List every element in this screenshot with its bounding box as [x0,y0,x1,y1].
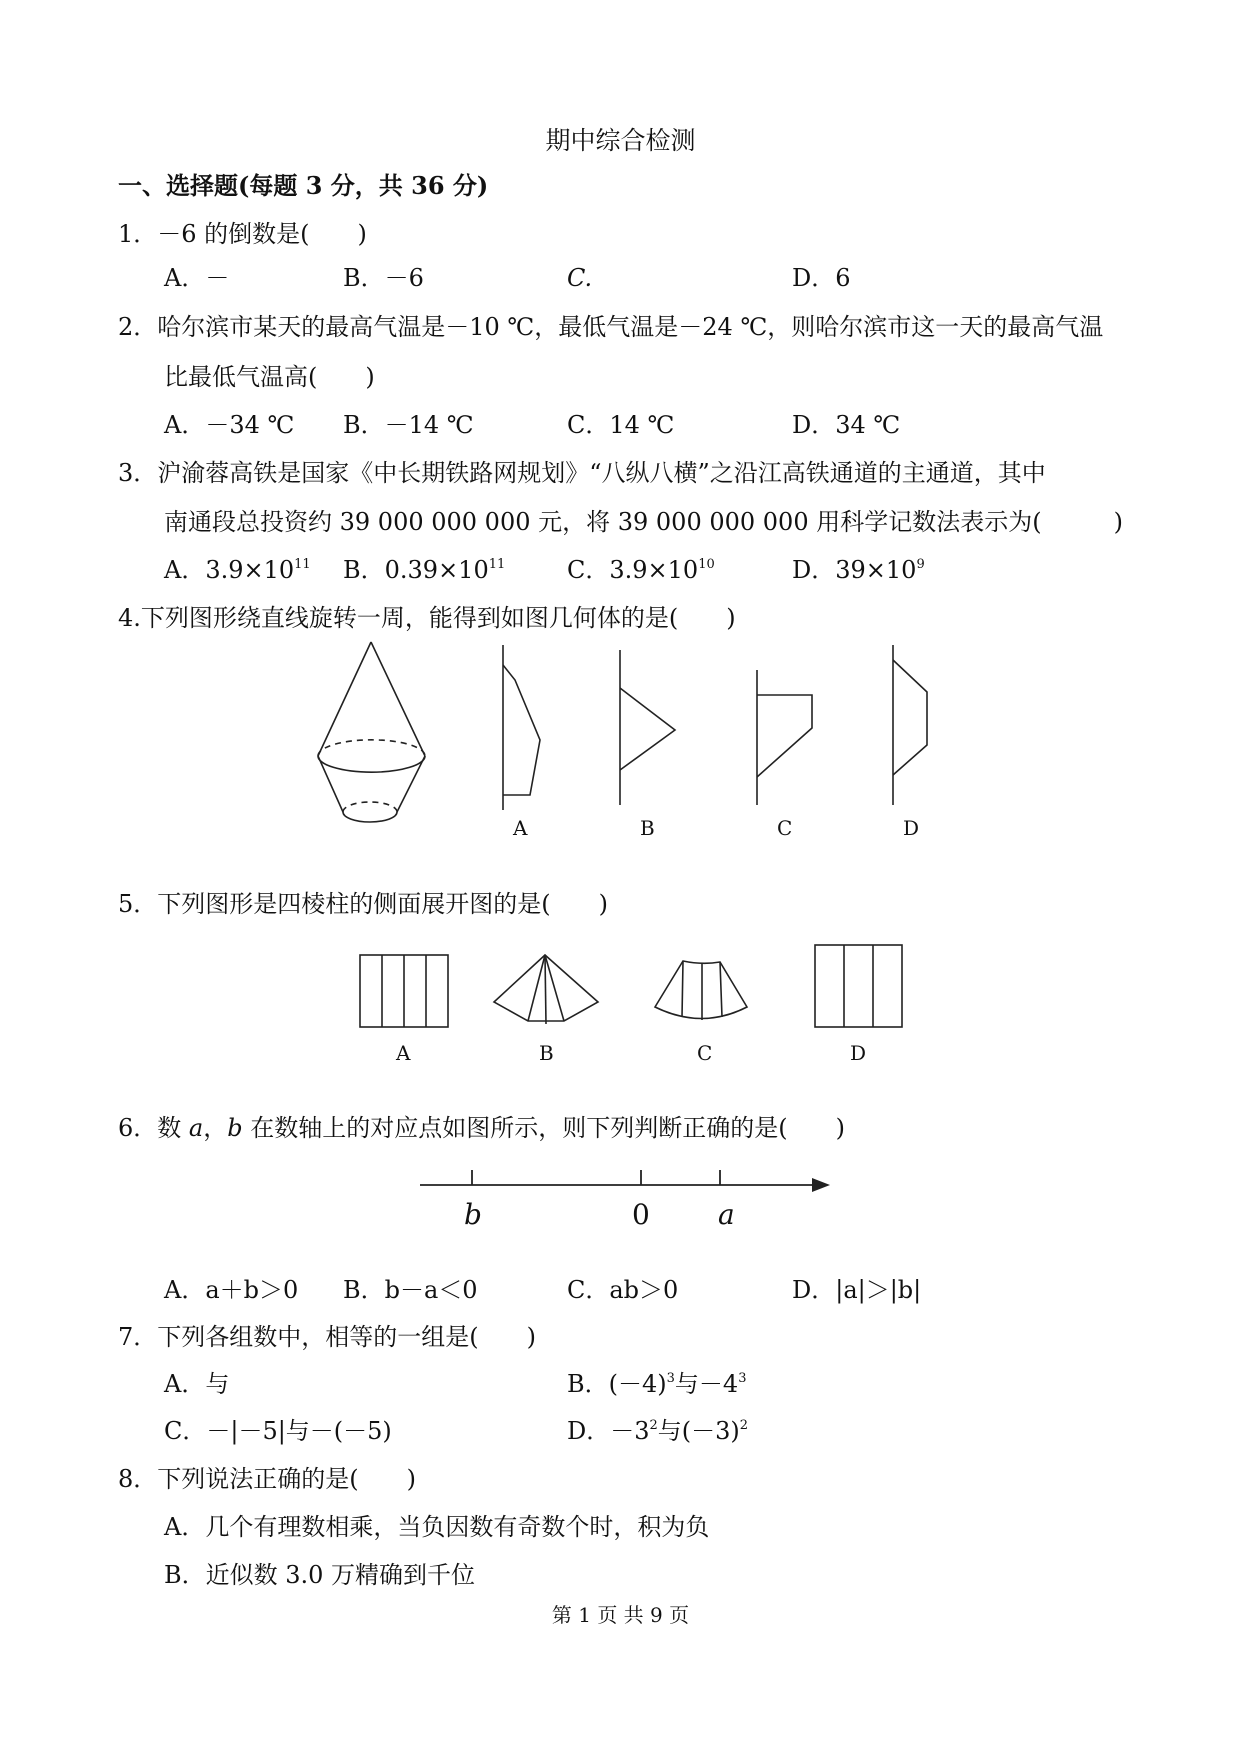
question-3-option-d: D．$39\times 10^9$ [792,556,925,584]
question-8-option-b: B．近似数 3.0 万精确到千位 [164,1561,476,1589]
question-3-option-c: C．$3.9\times 10^{10}$ [567,556,715,584]
question-6-stem: 6．数 a，b 在数轴上的对应点如图所示，则下列判断正确的是( ) [118,1114,845,1142]
question-6-option-d: D．|a|＞|b| [792,1276,922,1304]
question-7-option-b: B．$(-4)^3$与$-4^3$ [567,1370,747,1398]
question-6-option-a: A．a＋b＞0 [164,1276,299,1304]
page-title: 期中综合检测 [545,126,696,155]
net-label-a: A [396,1041,411,1065]
question-2-stem: 2．哈尔滨市某天的最高气温是－10 ℃，最低气温是－24 ℃，则哈尔滨市这一天的最高气温 [118,313,1104,341]
figure-label-d: D [903,816,920,840]
figure-label-a: A [513,816,528,840]
net-label-d: D [850,1041,867,1065]
question-2-option-d: D．34 ℃ [792,411,901,439]
question-4-stem: 4.下列图形绕直线旋转一周，能得到如图几何体的是( ) [118,604,736,632]
question-2-option-b: B．－14 ℃ [343,411,474,439]
question-1-option-c: C. [567,264,593,292]
question-1-option-d: D．6 [792,264,851,292]
question-3-stem-cont: 南通段总投资约 39 000 000 000 元，将 39 000 000 000 用科学记数法表示为( ) [164,508,1123,536]
question-7-option-a: A．与 [164,1370,230,1398]
question-2-stem-cont: 比最低气温高( ) [164,363,375,391]
question-1-option-a: A．－ [164,264,230,292]
axis-label-a: a [718,1198,735,1231]
question-6-option-c: C．ab＞0 [567,1276,679,1304]
question-2-option-c: C．14 ℃ [567,411,675,439]
figure-label-b: B [640,816,655,840]
section-heading: 一、选择题(每题 3 分，共 36 分) [118,171,489,200]
question-1-option-b: B．－6 [343,264,424,292]
question-3-option-a: A．$3.9\times 10^{11}$ [164,556,311,584]
page-footer: 第 1 页 共 9 页 [551,1603,690,1627]
net-label-c: C [697,1041,713,1065]
question-7-stem: 7．下列各组数中，相等的一组是( ) [118,1323,536,1351]
number-line-arrow [812,1178,830,1192]
question-2-option-a: A．－34 ℃ [164,411,295,439]
figure-label-c: C [777,816,793,840]
axis-label-0: 0 [632,1198,650,1231]
question-7-option-c: C．－|－5|与－(－5) [164,1417,392,1445]
question-3-option-b: B．$0.39\times 10^{11}$ [343,556,506,584]
axis-label-b: b [464,1198,482,1231]
question-1-stem: 1．－6 的倒数是( ) [118,220,367,248]
net-label-b: B [539,1041,554,1065]
question-8-stem: 8．下列说法正确的是( ) [118,1465,416,1493]
question-6-option-b: B．b－a＜0 [343,1276,478,1304]
question-8-option-a: A．几个有理数相乘，当负因数有奇数个时，积为负 [164,1513,710,1541]
question-5-stem: 5．下列图形是四棱柱的侧面展开图的是( ) [118,890,608,918]
question-3-stem: 3．沪渝蓉高铁是国家《中长期铁路网规划》“八纵八横”之沿江高铁通道的主通道，其中 [118,459,1046,487]
question-7-option-d: D．$-3^2$与$(-3)^2$ [567,1417,749,1445]
